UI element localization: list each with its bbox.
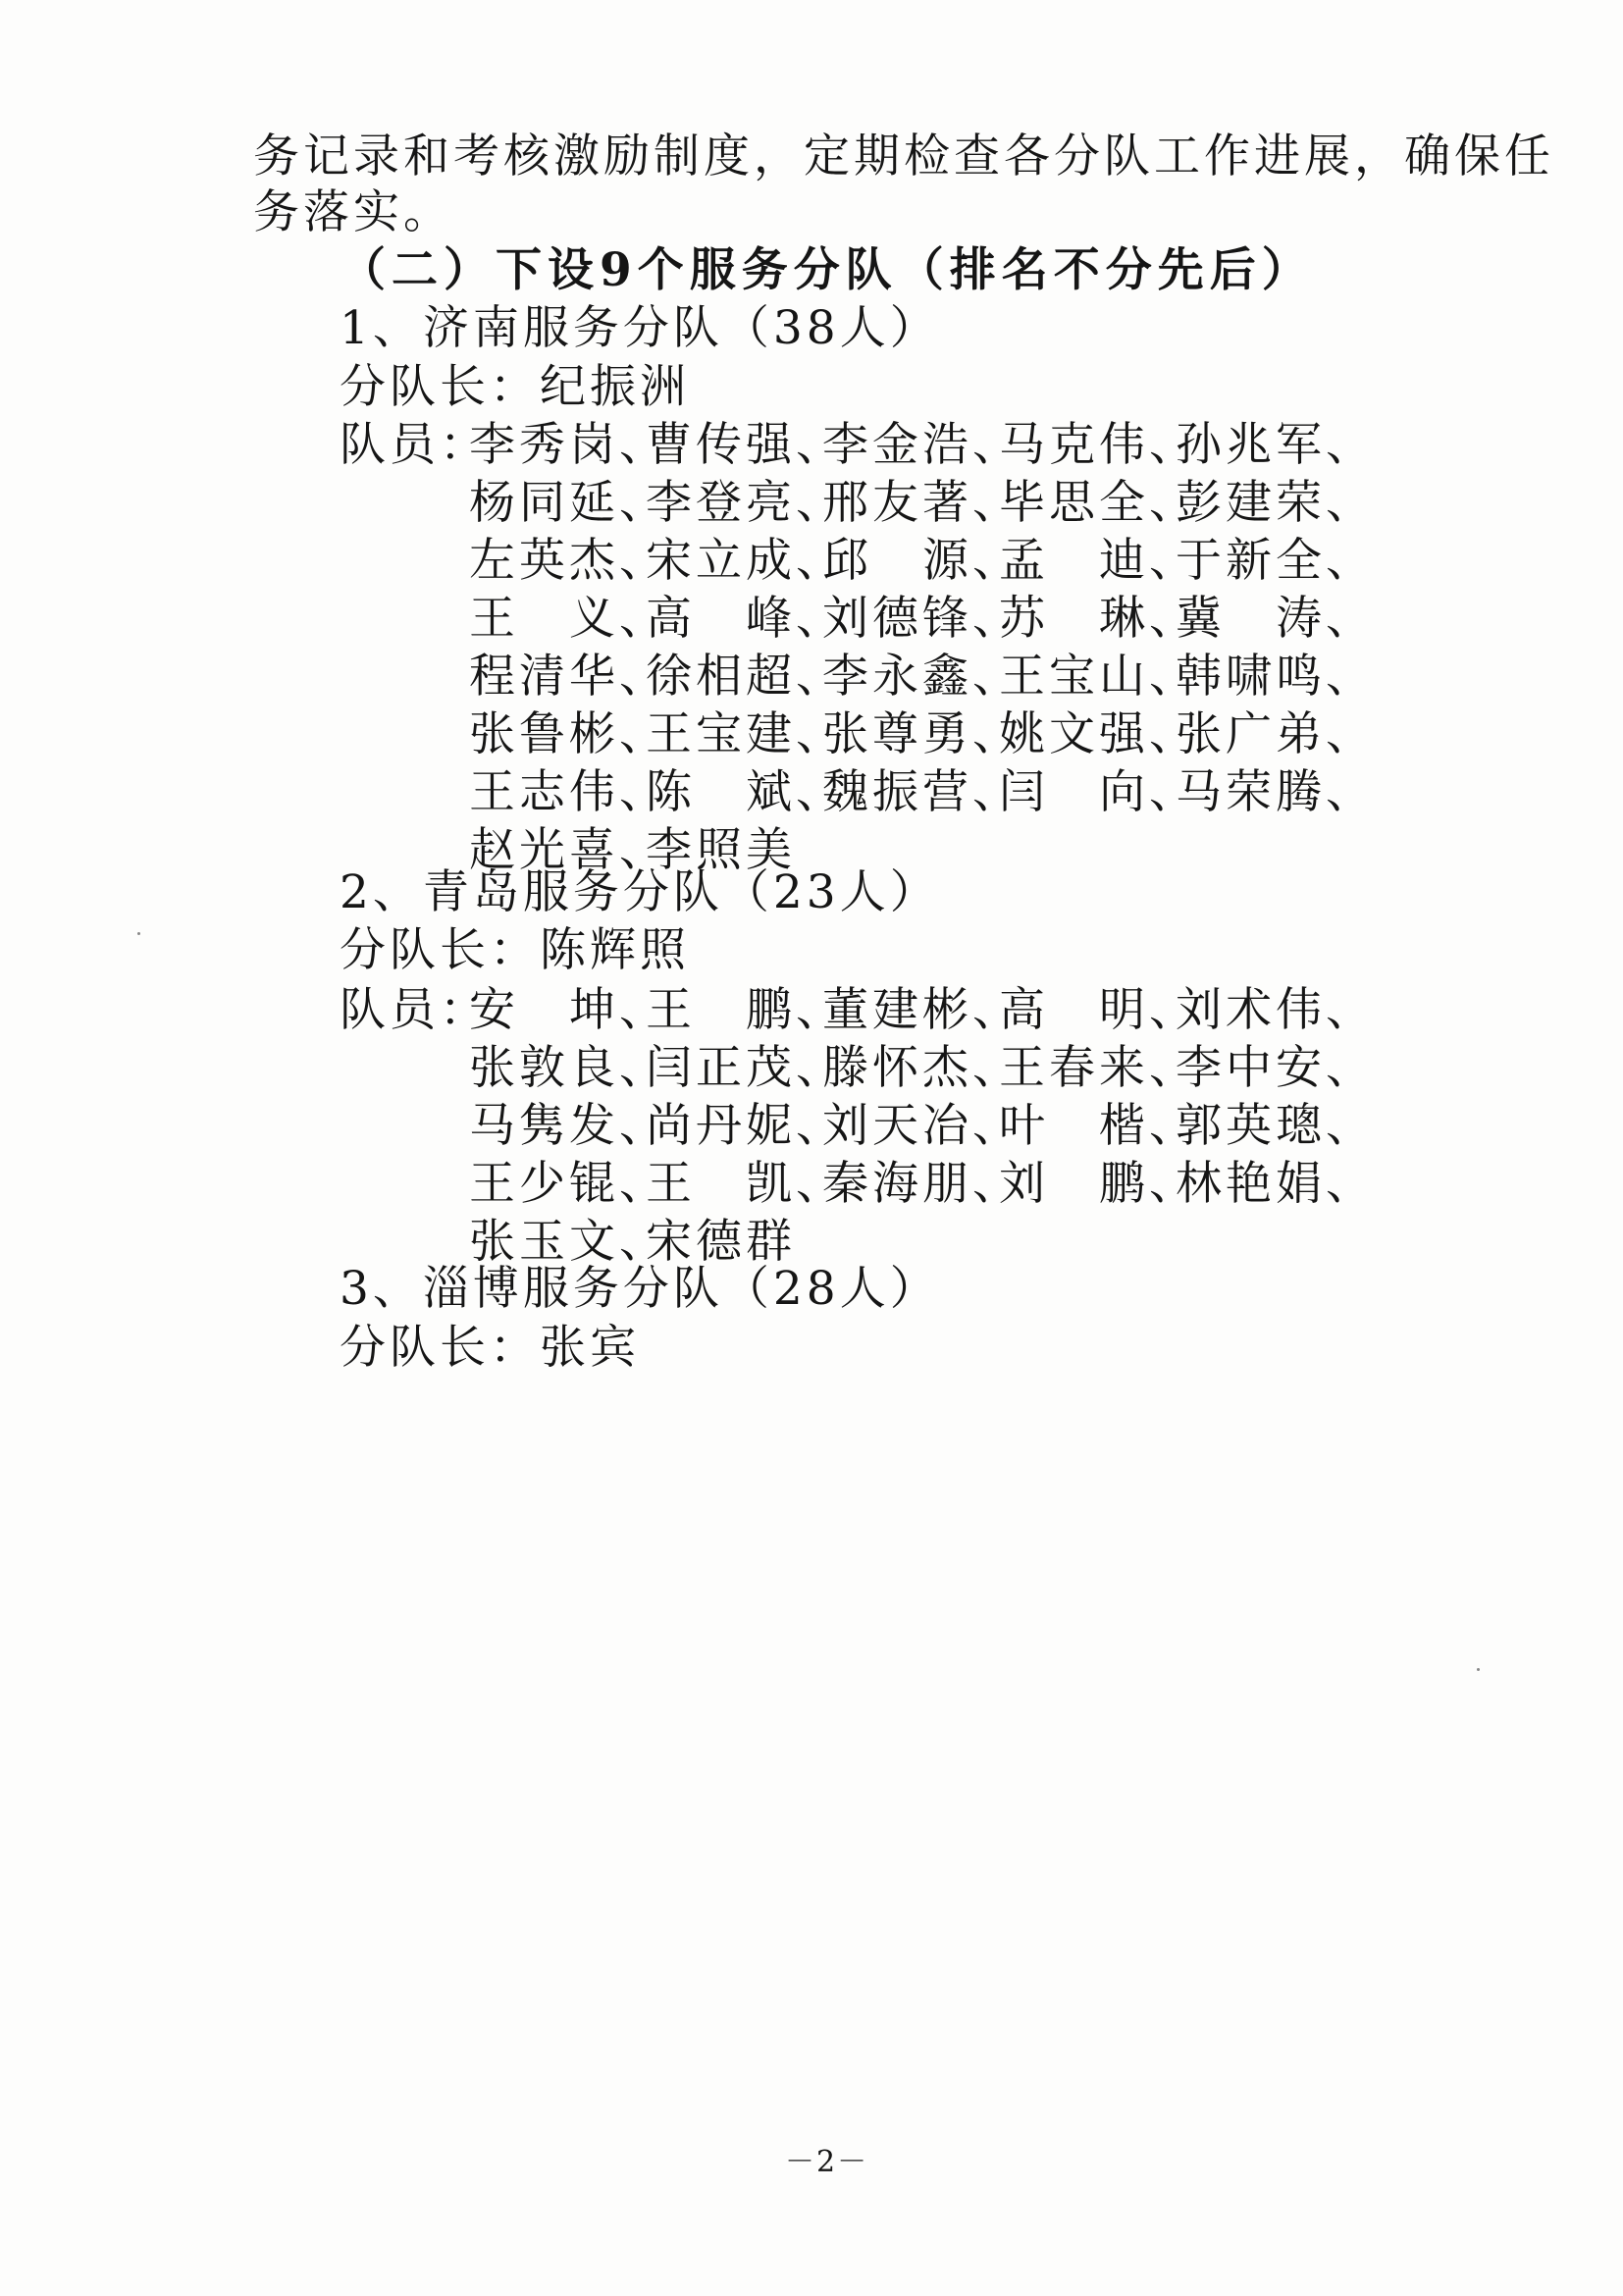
member-name: 宋立成、	[646, 534, 846, 588]
member-name: 李照美	[646, 823, 796, 877]
member-name: 张鲁彬、	[469, 707, 669, 761]
member-name: 尚丹妮、	[646, 1099, 846, 1153]
page-number: －2－	[785, 2145, 869, 2179]
team-leader: 分队长：陈辉照	[340, 923, 690, 977]
member-name: 高 峰、	[646, 592, 846, 646]
section-heading: （二）下设9个服务分队（排名不分先后）	[340, 243, 1314, 297]
member-name: 宋德群	[646, 1215, 796, 1269]
member-name: 邱 源、	[822, 534, 1022, 588]
member-row	[469, 591, 1376, 648]
team-title: 3、淄博服务分队（28人）	[340, 1262, 940, 1316]
member-name: 叶 楷、	[999, 1099, 1199, 1153]
member-name: 安 坤、	[469, 983, 669, 1037]
scan-speck	[137, 932, 140, 935]
team-leader: 分队长：张宾	[340, 1321, 640, 1375]
member-name: 高 明、	[999, 983, 1199, 1037]
member-name: 孟 迪、	[999, 534, 1199, 588]
intro-line-1: 务记录和考核激励制度，定期检查各分队工作进展，确保任	[253, 130, 1554, 183]
member-name: 刘术伟、	[1176, 983, 1376, 1037]
member-name: 王春来、	[999, 1041, 1199, 1095]
member-name: 杨同延、	[469, 476, 669, 530]
intro-line-2: 务落实。	[253, 185, 453, 239]
member-name: 冀 涛、	[1176, 592, 1376, 646]
member-row	[469, 1040, 1376, 1097]
member-name: 闫 向、	[999, 765, 1199, 819]
member-name: 王少锟、	[469, 1157, 669, 1211]
member-name: 刘德锋、	[822, 592, 1022, 646]
member-name: 韩啸鸣、	[1176, 650, 1376, 704]
member-name: 徐相超、	[646, 650, 846, 704]
member-name: 刘 鹏、	[999, 1157, 1199, 1211]
member-name: 闫正茂、	[646, 1041, 846, 1095]
member-name: 陈 斌、	[646, 765, 846, 819]
member-name: 林艳娟、	[1176, 1157, 1376, 1211]
member-name: 王 鹏、	[646, 983, 846, 1037]
member-name: 彭建荣、	[1176, 476, 1376, 530]
scan-speck	[1477, 1668, 1480, 1671]
member-row	[469, 1098, 1376, 1155]
member-name: 马荣腾、	[1176, 765, 1376, 819]
member-name: 王宝山、	[999, 650, 1199, 704]
member-name: 毕思全、	[999, 476, 1199, 530]
member-name: 王宝建、	[646, 707, 846, 761]
member-name: 李中安、	[1176, 1041, 1376, 1095]
member-name: 于新全、	[1176, 534, 1376, 588]
member-name: 张广弟、	[1176, 707, 1376, 761]
member-name: 李秀岗、	[469, 418, 669, 472]
member-name: 程清华、	[469, 650, 669, 704]
member-name: 张玉文、	[469, 1215, 669, 1269]
member-row	[469, 417, 1376, 474]
member-name: 郭英璁、	[1176, 1099, 1376, 1153]
member-name: 董建彬、	[822, 983, 1022, 1037]
member-name: 李登亮、	[646, 476, 846, 530]
member-name: 邢友著、	[822, 476, 1022, 530]
member-name: 张敦良、	[469, 1041, 669, 1095]
member-name: 李金浩、	[822, 418, 1022, 472]
member-row	[469, 982, 1376, 1039]
member-name: 滕怀杰、	[822, 1041, 1022, 1095]
member-name: 张尊勇、	[822, 707, 1022, 761]
members-label: 队员：	[340, 418, 490, 472]
member-name: 姚文强、	[999, 707, 1199, 761]
member-name: 曹传强、	[646, 418, 846, 472]
member-row	[469, 1156, 1376, 1213]
member-name: 刘天冶、	[822, 1099, 1022, 1153]
members-label: 队员：	[340, 983, 490, 1037]
member-name: 王 凯、	[646, 1157, 846, 1211]
member-row	[469, 649, 1376, 705]
member-name: 孙兆军、	[1176, 418, 1376, 472]
member-name: 李永鑫、	[822, 650, 1022, 704]
member-row	[469, 706, 1376, 763]
member-row	[469, 475, 1376, 532]
team-title: 2、青岛服务分队（23人）	[340, 865, 940, 919]
member-name: 左英杰、	[469, 534, 669, 588]
member-name: 王志伟、	[469, 765, 669, 819]
member-row	[469, 533, 1376, 590]
team-title: 1、济南服务分队（38人）	[340, 301, 940, 355]
member-name: 魏振营、	[822, 765, 1022, 819]
member-row	[469, 764, 1376, 821]
member-name: 秦海朋、	[822, 1157, 1022, 1211]
member-name: 马克伟、	[999, 418, 1199, 472]
member-name: 王 义、	[469, 592, 669, 646]
member-name: 赵光喜、	[469, 823, 669, 877]
team-leader: 分队长：纪振洲	[340, 360, 690, 414]
member-name: 苏 琳、	[999, 592, 1199, 646]
member-name: 马隽发、	[469, 1099, 669, 1153]
